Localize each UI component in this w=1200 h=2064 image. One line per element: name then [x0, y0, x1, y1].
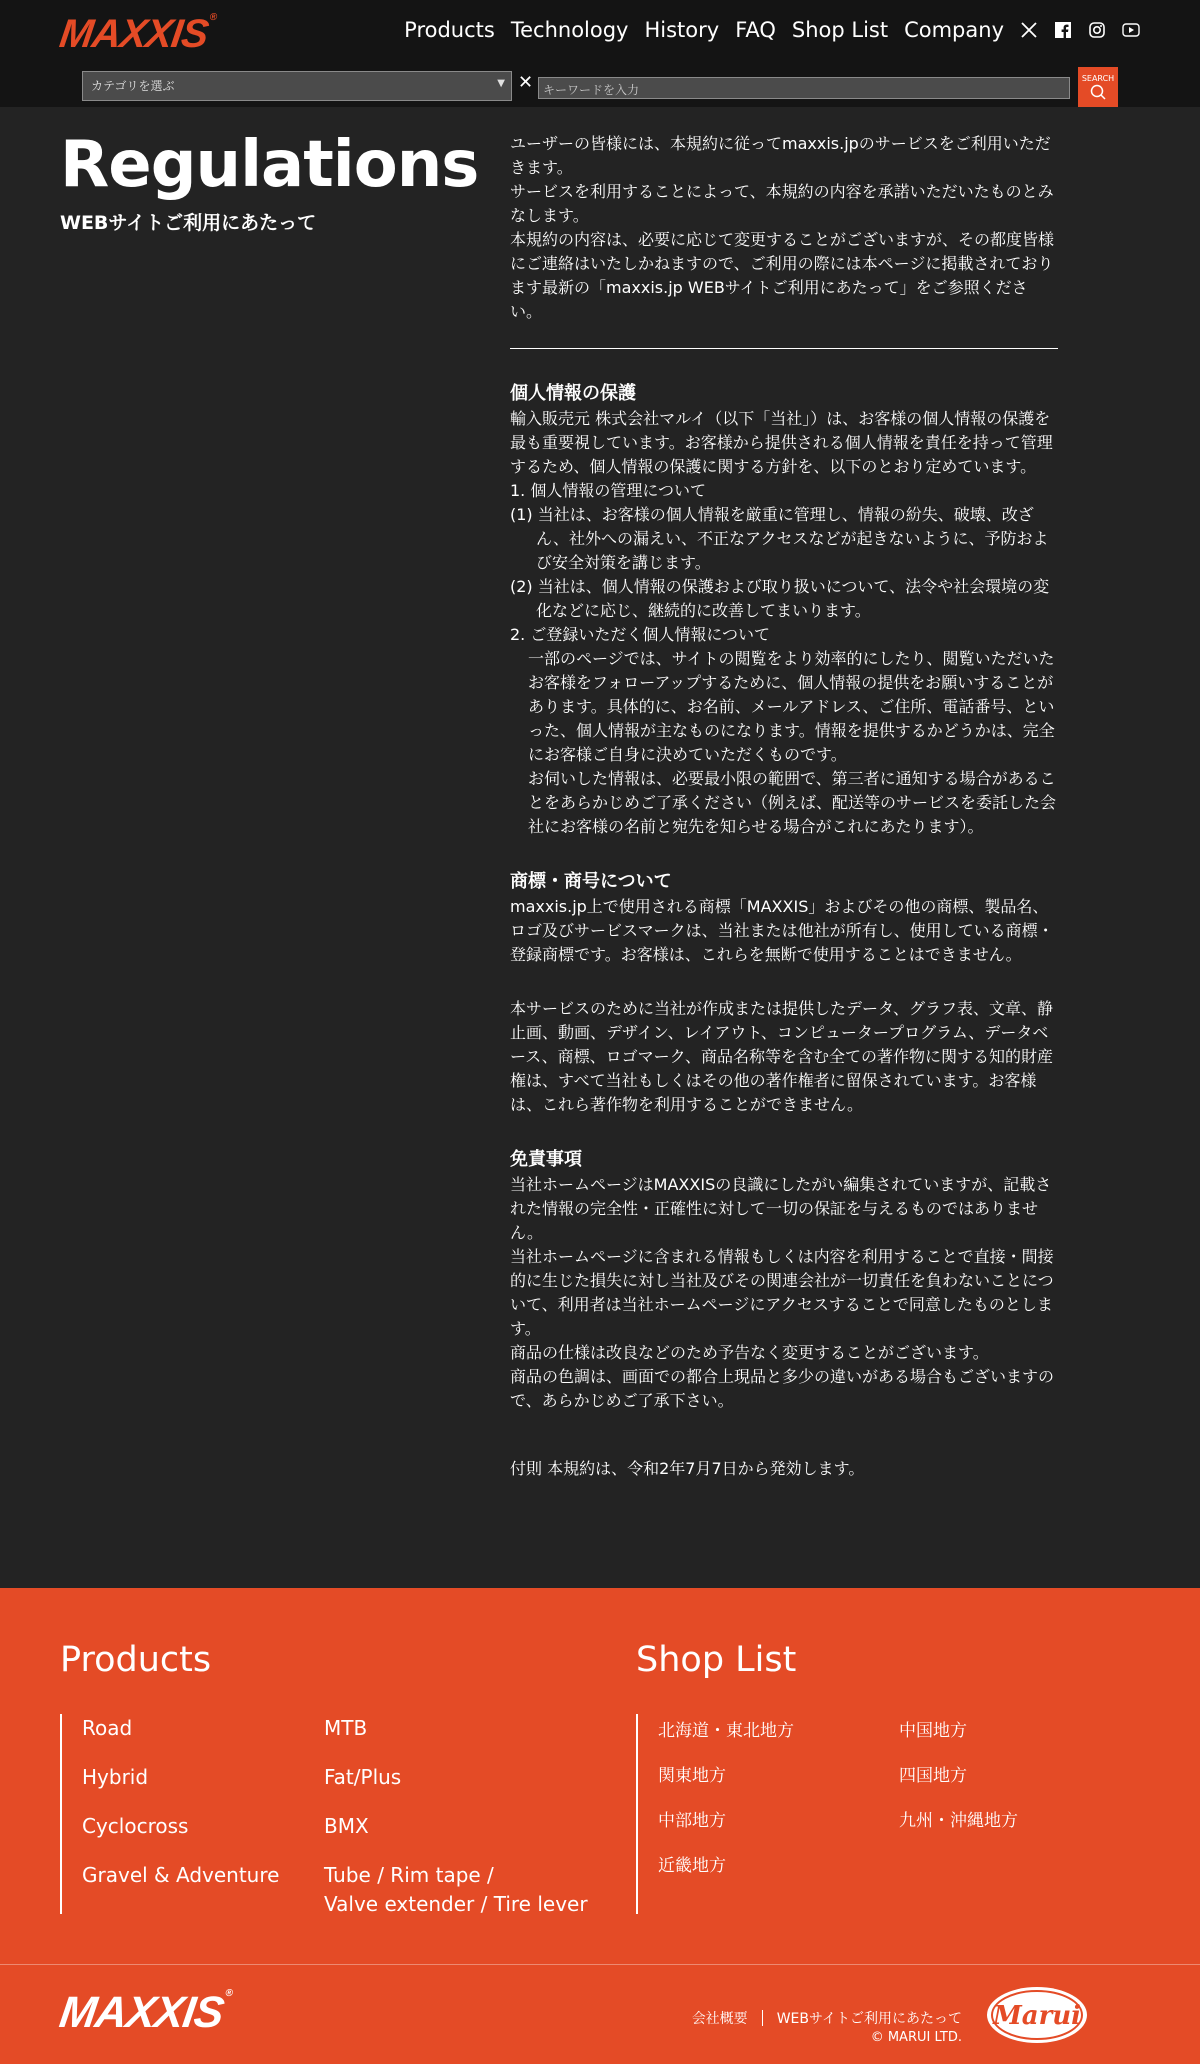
privacy-item2-paragraph: 一部のページでは、サイトの閲覧をより効率的にしたり、閲覧いただいたお客様をフォローアップするために、個人情報の提供をお願いすることがあります。具体的に、お名前、メールアドレス、ご住所、電話番号、といった、個人情報が主なものになります。情報を提供するかどうかは、完全にお客様ご自身に決めていただくものです。 — [528, 649, 1055, 764]
nav-company[interactable]: Company — [904, 18, 1004, 42]
trademark-paragraph: 本サービスのために当社が作成または提供したデータ、グラフ表、文章、静止画、動画、デザイン、レイアウト、コンピュータープログラム、データベース、商標、ロゴマーク、商品名称等を含む全ての著作物に関する知的財産権は、すべて当社もしくはその他の著作権者に留保されています。お客様は、これら著作物を利用することができません。 — [510, 999, 1054, 1114]
footer-link-hybrid[interactable]: Hybrid — [82, 1765, 149, 1789]
footer-link-fat-plus[interactable]: Fat/Plus — [324, 1765, 402, 1789]
shop-link-chugoku[interactable]: 中国地方 — [899, 1721, 967, 1741]
footer-shoplist-heading[interactable]: Shop List — [636, 1640, 797, 1680]
footer-products-heading[interactable]: Products — [60, 1640, 212, 1680]
disclaimer-paragraph: 当社ホームページに含まれる情報もしくは内容を利用することで直接・間接的に生じた損失に対し当社及びその関連会社が一切責任を負わないことについて、利用者は当社ホームページにアクセスすることで同意したものとします。 — [510, 1247, 1054, 1338]
supplementary-provision: 付則 本規約は、令和2年7月7日から発効します。 — [510, 1459, 865, 1478]
footer-link-gravel[interactable]: Gravel & Adventure — [82, 1863, 280, 1887]
chevron-down-icon: ▼ — [497, 78, 505, 89]
disclaimer-paragraph: 当社ホームページはMAXXISの良識にしたがい編集されていますが、記載された情報の完全性・正確性に対して一切の保証を与えるものではありません。 — [510, 1175, 1052, 1242]
regulations-content — [510, 132, 1058, 1481]
trademark-heading: 商標・商号について — [510, 871, 672, 892]
nav-faq[interactable]: FAQ — [735, 18, 776, 42]
search-icon — [1089, 83, 1107, 101]
footer-link-bmx[interactable]: BMX — [324, 1814, 369, 1838]
link-separator — [762, 2010, 763, 2026]
nav-products[interactable]: Products — [404, 18, 495, 42]
footer-link-cyclocross[interactable]: Cyclocross — [82, 1814, 189, 1838]
main-nav — [388, 18, 1140, 42]
trademark-paragraph: maxxis.jp上で使用される商標「MAXXIS」およびその他の商標、製品名、ロゴ及びサービスマークは、当社または他社が所有し、使用している商標・登録商標です。お客様は、これらを無断で使用することはできません。 — [510, 897, 1054, 964]
link-company-profile[interactable]: 会社概要 — [691, 2011, 748, 2027]
footer-divider — [0, 1964, 1200, 1965]
footer-link-tube[interactable]: Tube / Rim tape / — [324, 1863, 494, 1887]
youtube-icon[interactable] — [1122, 21, 1140, 39]
privacy-item1-sub: (1) 当社は、お客様の個人情報を厳重に管理し、情報の紛失、破壊、改ざん、社外への漏えい、不正なアクセスなどが起きないように、予防および安全対策を講じます。 — [510, 505, 1049, 572]
intro-paragraph: サービスを利用することによって、本規約の内容を承諾いただいたものとみなします。 — [510, 182, 1054, 225]
privacy-item1-title: 1. 個人情報の管理について — [510, 481, 707, 500]
nav-technology[interactable]: Technology — [510, 18, 629, 42]
intro-paragraph: ユーザーの皆様には、本規約に従ってmaxxis.jpのサービスをご利用いただきます。 — [510, 134, 1051, 177]
site-header — [0, 0, 1200, 107]
facebook-icon[interactable] — [1054, 21, 1072, 39]
maxxis-logo[interactable]: MAXXIS® — [56, 12, 217, 56]
page-title: Regulations — [60, 128, 479, 202]
footer-bottom-links — [692, 2008, 962, 2028]
privacy-item2-paragraph: お伺いした情報は、必要最小限の範囲で、第三者に通知する場合があることをあらかじめご了承ください（例えば、配送等のサービスを委託した会社にお客様の名前と宛先を知らせる場合がこれにあたります）。 — [528, 769, 1057, 836]
marui-logo[interactable] — [984, 1984, 1090, 2046]
shop-link-kanto[interactable]: 関東地方 — [658, 1766, 726, 1786]
clear-icon[interactable]: ✕ — [518, 72, 534, 93]
products-divider — [60, 1714, 62, 1914]
shop-link-shikoku[interactable]: 四国地方 — [899, 1766, 967, 1786]
nav-shop-list[interactable]: Shop List — [791, 18, 889, 42]
footer-link-road[interactable]: Road — [82, 1716, 133, 1740]
search-bar — [82, 68, 1118, 108]
footer-link-valve[interactable]: Valve extender / Tire lever — [324, 1892, 588, 1916]
shop-link-hokkaido-tohoku[interactable]: 北海道・東北地方 — [658, 1721, 794, 1741]
shop-link-kyushu-okinawa[interactable]: 九州・沖縄地方 — [899, 1811, 1018, 1831]
intro-paragraph: 本規約の内容は、必要に応じて変更することがございますが、その都度皆様にご連絡はいたしかねますので、ご利用の際には本ページに掲載されております最新の「maxxis.jp WEBサイトご利用にあたって」をご参照ください。 — [510, 230, 1055, 321]
search-button[interactable] — [1078, 67, 1118, 107]
keyword-input[interactable]: キーワードを入力 — [538, 77, 1070, 99]
site-footer — [0, 1588, 1200, 2064]
copyright: © MARUI LTD. — [870, 2030, 962, 2045]
category-select-value: カテゴリを選ぶ — [91, 79, 175, 93]
disclaimer-heading: 免責事項 — [510, 1149, 582, 1170]
instagram-icon[interactable] — [1088, 21, 1106, 39]
page-subtitle: WEBサイトご利用にあたって — [60, 212, 317, 234]
search-button-label: SEARCH — [1081, 73, 1115, 83]
category-select[interactable] — [82, 71, 512, 101]
disclaimer-paragraph: 商品の色調は、画面での都合上現品と多少の違いがある場合もございますので、あらかじめご了承下さい。 — [510, 1367, 1055, 1410]
footer-link-mtb[interactable]: MTB — [324, 1716, 368, 1740]
shop-link-chubu[interactable]: 中部地方 — [658, 1811, 726, 1831]
privacy-item2-title: 2. ご登録いただく個人情報について — [510, 625, 771, 644]
marui-logo-text: Marui — [992, 2001, 1082, 2031]
link-terms[interactable]: WEBサイトご利用にあたって — [776, 2011, 962, 2027]
disclaimer-paragraph: 商品の仕様は改良などのため予告なく変更することがございます。 — [510, 1343, 989, 1362]
privacy-heading: 個人情報の保護 — [510, 383, 636, 404]
x-icon[interactable] — [1020, 21, 1038, 39]
maxxis-footer-logo[interactable]: MAXXIS® — [56, 1988, 233, 2037]
privacy-lead: 輸入販売元 株式会社マルイ（以下「当社」）は、お客様の個人情報の保護を最も重要視しています。お客様から提供される個人情報を責任を持って管理するため、個人情報の保護に関する方針を、以下のとおり定めています。 — [510, 409, 1053, 476]
shoplist-divider — [636, 1714, 638, 1914]
privacy-item1-sub: (2) 当社は、個人情報の保護および取り扱いについて、法令や社会環境の変化などに応じ、継続的に改善してまいります。 — [510, 577, 1050, 620]
shop-link-kinki[interactable]: 近畿地方 — [658, 1856, 726, 1876]
nav-history[interactable]: History — [644, 18, 720, 42]
divider — [510, 348, 1058, 349]
